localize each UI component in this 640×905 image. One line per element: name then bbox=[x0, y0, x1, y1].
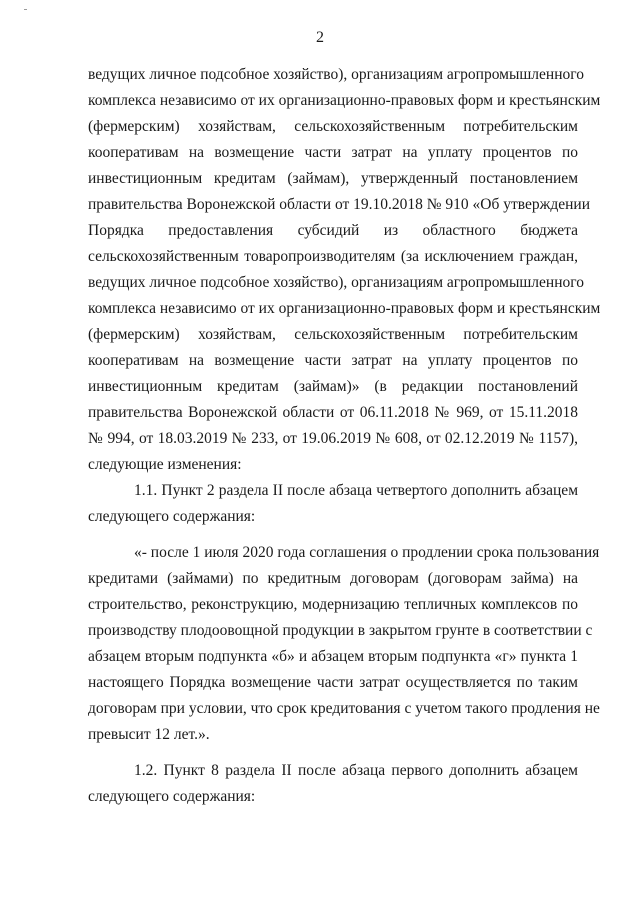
text-line: сельскохозяйственным товаропроизводителям (за исключением граждан, bbox=[88, 248, 578, 265]
text-line: кооперативам на возмещение части затрат на уплату процентов по bbox=[88, 144, 578, 161]
text-line: следующие изменения: bbox=[88, 456, 242, 473]
text-line: «- после 1 июля 2020 года соглашения о продлении срока пользования bbox=[134, 544, 600, 561]
text-line: строительство, реконструкцию, модернизацию тепличных комплексов по bbox=[88, 596, 578, 613]
paragraph-spacer bbox=[88, 530, 578, 540]
text-line: настоящего Порядка возмещение части затрат осуществляется по таким bbox=[88, 674, 578, 691]
text-line: комплекса независимо от их организационно-правовых форм и крестьянским bbox=[88, 300, 601, 317]
paragraph-spacer bbox=[88, 748, 578, 758]
text-line: инвестиционным кредитам (займам), утвержденный постановлением bbox=[88, 170, 578, 187]
text-line: производству плодоовощной продукции в закрытом грунте в соответствии с bbox=[88, 622, 593, 639]
text-line: следующего содержания: bbox=[88, 508, 256, 525]
page-number: 2 bbox=[316, 29, 324, 46]
paragraph bbox=[88, 758, 578, 810]
text-line: ведущих личное подсобное хозяйство), организациям агропромышленного bbox=[88, 274, 584, 291]
text-line: Порядка предоставления субсидий из областного бюджета bbox=[88, 222, 578, 239]
document-body bbox=[88, 62, 601, 810]
scan-mark bbox=[24, 9, 27, 10]
text-line: 1.2. Пункт 8 раздела II после абзаца первого дополнить абзацем bbox=[134, 762, 578, 779]
paragraph bbox=[88, 540, 600, 748]
text-line: кредитами (займами) по кредитным договорам (договорам займа) на bbox=[88, 570, 578, 587]
text-line: абзацем вторым подпункта «б» и абзацем вторым подпункта «г» пункта 1 bbox=[88, 648, 578, 665]
text-line: следующего содержания: bbox=[88, 788, 256, 805]
text-line: (фермерским) хозяйствам, сельскохозяйственным потребительским bbox=[88, 326, 578, 343]
text-line: (фермерским) хозяйствам, сельскохозяйственным потребительским bbox=[88, 118, 578, 135]
text-line: правительства Воронежской области от 06.11.2018 № 969, от 15.11.2018 bbox=[88, 404, 578, 421]
text-line: комплекса независимо от их организационно-правовых форм и крестьянским bbox=[88, 92, 601, 109]
text-line: превысит 12 лет.». bbox=[88, 726, 210, 743]
text-line: кооперативам на возмещение части затрат на уплату процентов по bbox=[88, 352, 578, 369]
text-line: 1.1. Пункт 2 раздела II после абзаца четвертого дополнить абзацем bbox=[134, 482, 578, 499]
text-line: № 994, от 18.03.2019 № 233, от 19.06.2019 № 608, от 02.12.2019 № 1157), bbox=[88, 430, 578, 447]
paragraph bbox=[88, 478, 578, 530]
text-line: правительства Воронежской области от 19.10.2018 № 910 «Об утверждении bbox=[88, 196, 590, 213]
text-line: договорам при условии, что срок кредитования с учетом такого продления не bbox=[88, 700, 600, 717]
paragraph bbox=[88, 62, 601, 478]
text-line: инвестиционным кредитам (займам)» (в редакции постановлений bbox=[88, 378, 578, 395]
text-line: ведущих личное подсобное хозяйство), организациям агропромышленного bbox=[88, 66, 584, 83]
